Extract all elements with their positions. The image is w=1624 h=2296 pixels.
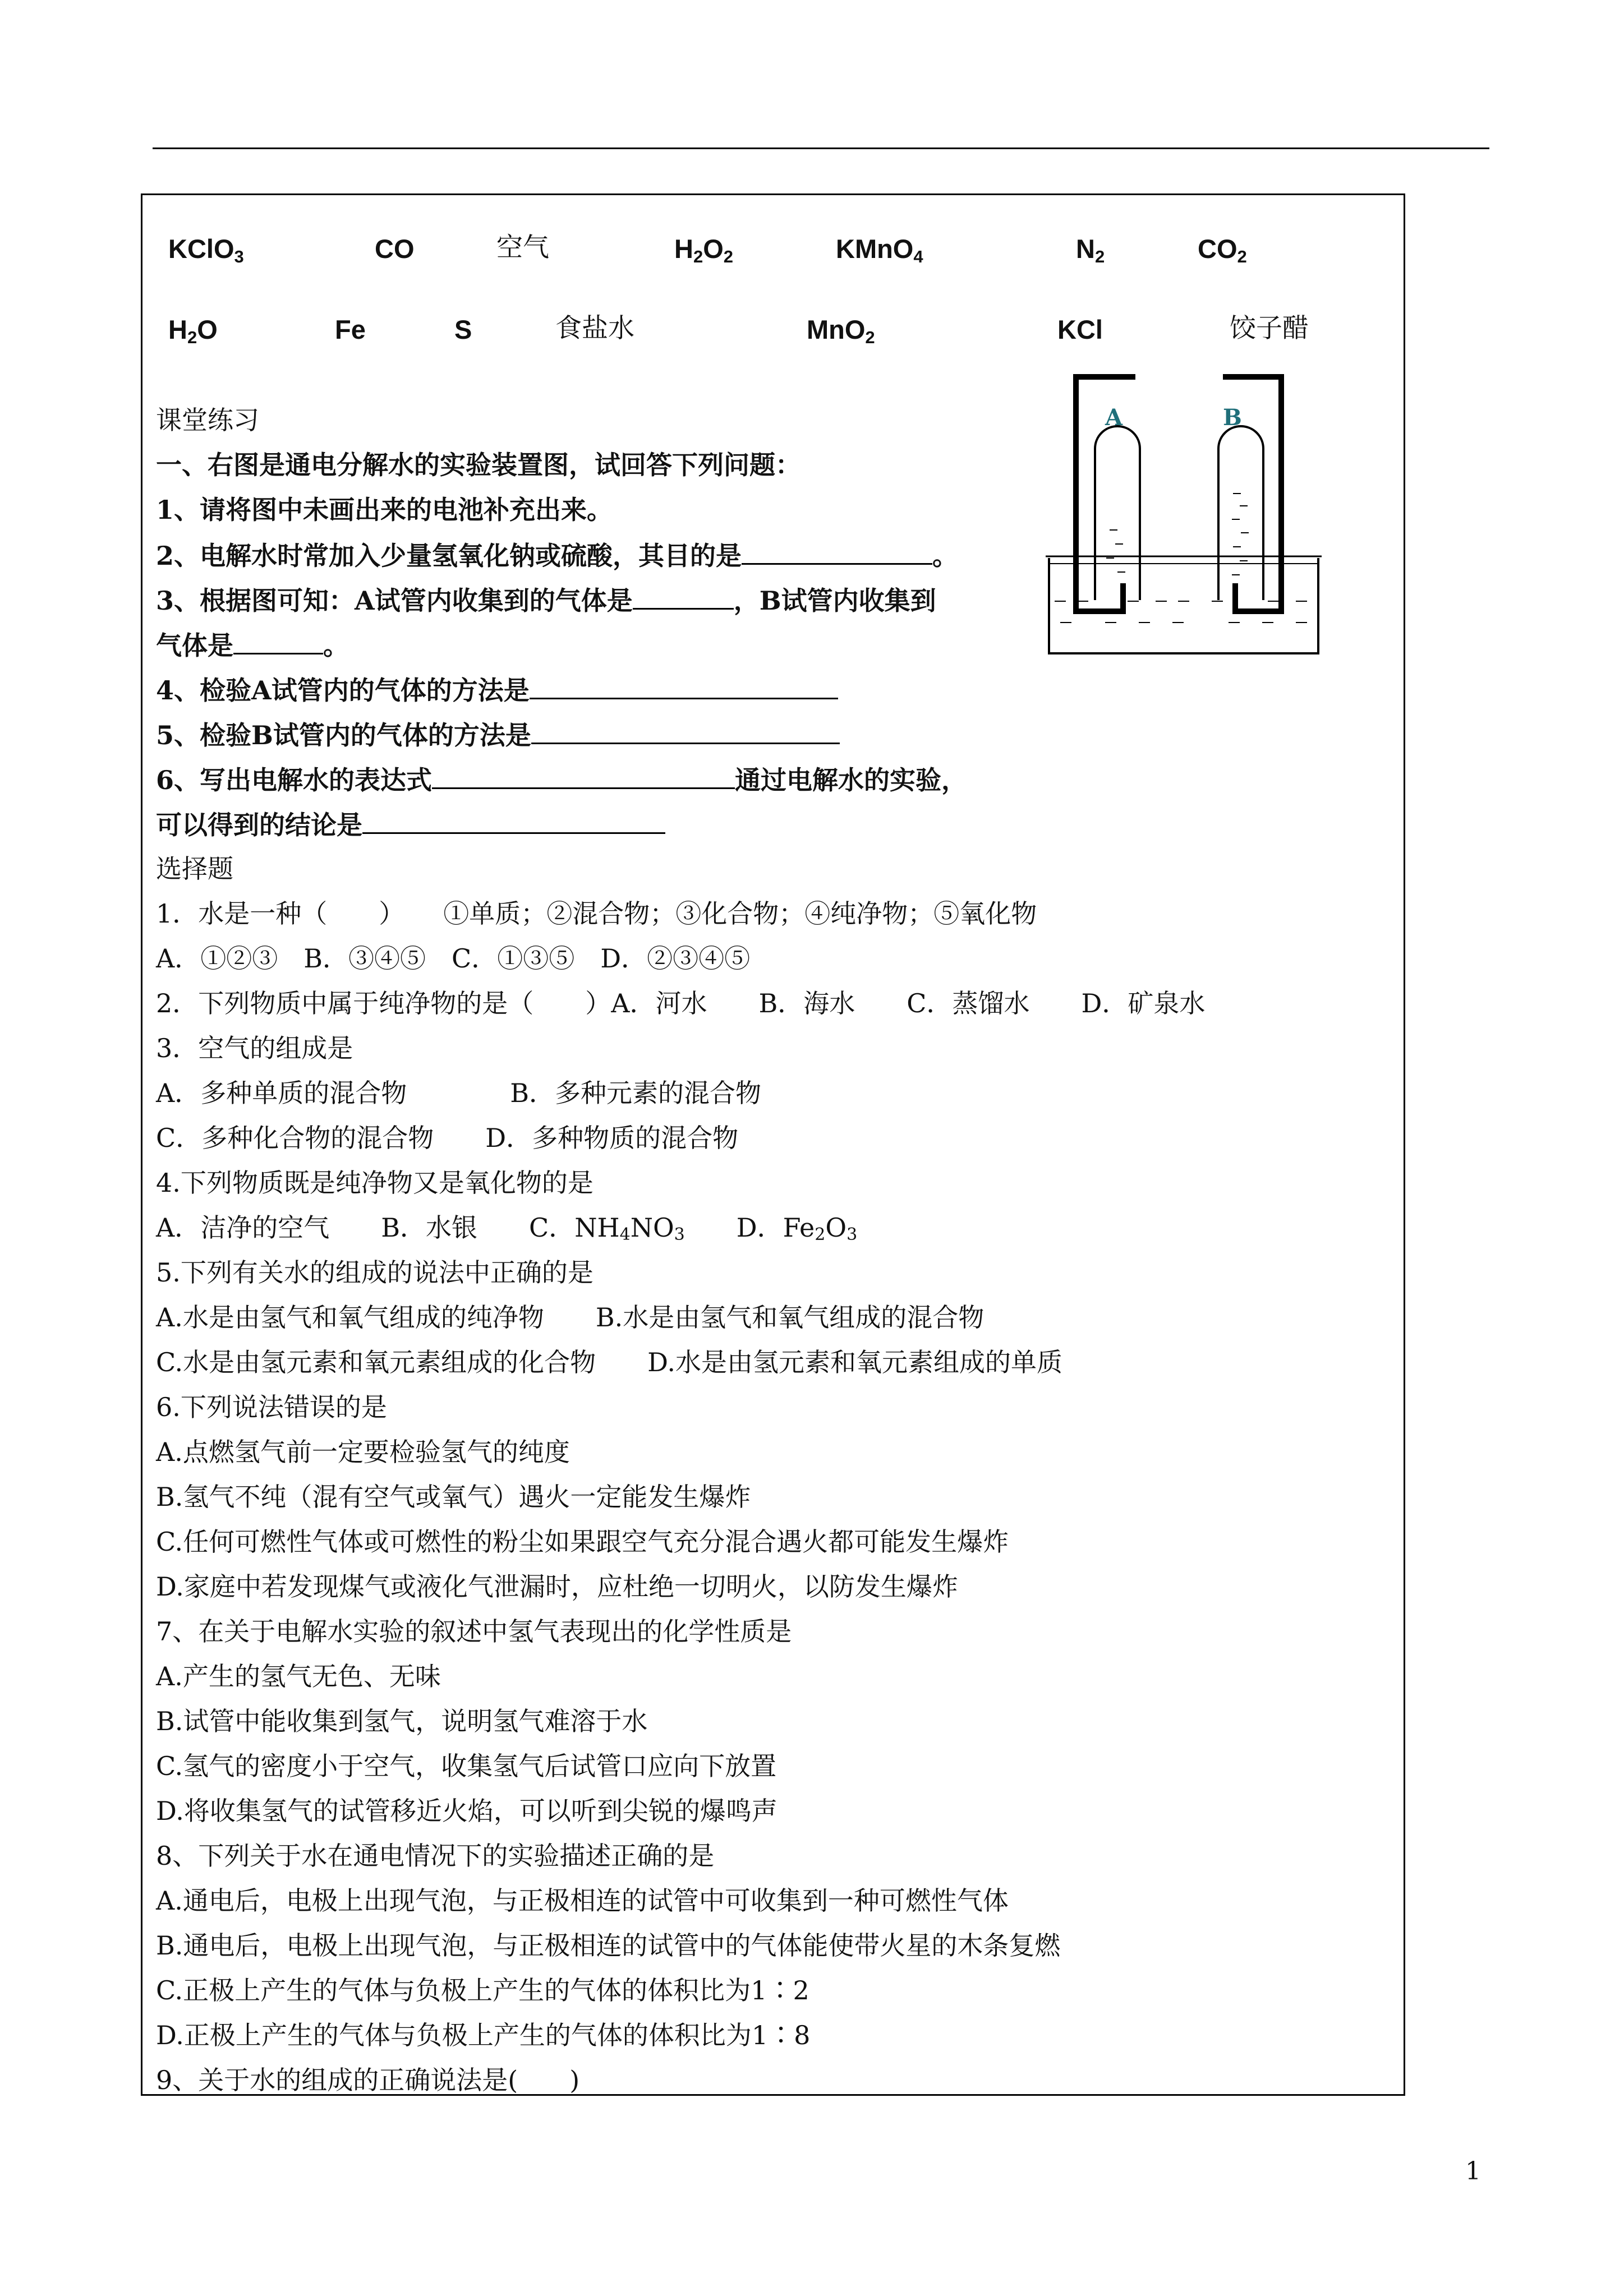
header-rule <box>153 147 1489 149</box>
label-a: A <box>1105 404 1123 431</box>
formula-kmno4: KMnO$_4$ <box>836 234 923 266</box>
formula-h2o: $H_2O$ <box>168 315 218 347</box>
question-1: 1、请将图中未画出来的电池补充出来。 <box>156 495 613 525</box>
choice-7-option-a: A.产生的氢气无色、无味 <box>156 1661 441 1691</box>
choice-7-option-c: C.氢气的密度小于空气，收集氢气后试管口应向下放置 <box>156 1751 777 1781</box>
choice-7-option-b: B.试管中能收集到氢气，说明氢气难溶于水 <box>156 1706 648 1736</box>
question-3-cont: 气体是 。 <box>156 630 349 661</box>
choice-5: 5.下列有关水的组成的说法中正确的是 <box>156 1257 594 1288</box>
formula-mno2: MnO$_2$ <box>807 315 875 347</box>
water-trough <box>1049 558 1318 653</box>
answer-blank[interactable] <box>530 676 838 699</box>
choice-5-options-cd: C.水是由氢元素和氧元素组成的化合物 D.水是由氢元素和氧元素组成的单质 <box>156 1347 1063 1377</box>
formula-kclo3: KClO$_3$ <box>168 234 244 266</box>
question-6-cont: 可以得到的结论是 <box>156 811 665 838</box>
section-choice: 选择题 <box>156 854 233 884</box>
section-classwork: 课堂练习 <box>156 405 259 435</box>
choice-3-options-ab: A．多种单质的混合物 B．多种元素的混合物 <box>156 1078 762 1108</box>
choice-6-option-a: A.点燃氢气前一定要检验氢气的纯度 <box>156 1437 570 1467</box>
choice-7: 7、在关于电解水实验的叙述中氢气表现出的化学性质是 <box>156 1616 792 1647</box>
answer-blank[interactable] <box>432 766 735 789</box>
answer-blank[interactable] <box>531 721 840 744</box>
choice-3: 3．空气的组成是 <box>156 1033 353 1063</box>
electrolysis-diagram <box>1043 359 1329 673</box>
question-6: 6、写出电解水的表达式 通过电解水的实验， <box>156 765 968 795</box>
question-3: 3、根据图可知：A试管内收集到的气体是 ，B试管内收集到 <box>156 585 936 616</box>
answer-blank[interactable] <box>233 631 323 654</box>
answer-blank[interactable] <box>362 811 665 834</box>
choice-6-option-c: C.任何可燃性气体或可燃性的粉尘如果跟空气充分混合遇火都可能发生爆炸 <box>156 1527 1009 1557</box>
formula-co2: $CO_2$ <box>1198 234 1247 266</box>
choice-8-option-a: A.通电后，电极上出现气泡，与正极相连的试管中可收集到一种可燃性气体 <box>156 1885 1009 1916</box>
answer-blank[interactable] <box>742 542 932 565</box>
formula-kcl: KCl <box>1057 315 1103 344</box>
choice-6-option-b: B.氢气不纯（混有空气或氧气）遇火一定能发生爆炸 <box>156 1482 751 1512</box>
tube-water <box>1106 494 1249 575</box>
choice-5-options-ab: A.水是由氢气和氧气组成的纯净物 B.水是由氢气和氧气组成的混合物 <box>156 1302 984 1333</box>
question-5: 5、检验B试管内的气体的方法是 <box>156 721 840 748</box>
electrode-a <box>1076 578 1123 611</box>
choice-4-options: A．洁净的空气 B．水银 C．$NH_4NO_3$ D．$Fe_2O_3$ <box>156 1212 858 1244</box>
formula-brine: 食盐水 <box>555 313 634 344</box>
choice-6: 6.下列说法错误的是 <box>156 1392 387 1422</box>
choice-4: 4.下列物质既是纯净物又是氧化物的是 <box>156 1168 594 1198</box>
choice-3-options-cd: C．多种化合物的混合物 D．多种物质的混合物 <box>156 1123 739 1153</box>
choice-8-option-b: B.通电后，电极上出现气泡，与正极相连的试管中的气体能使带火星的木条复燃 <box>156 1930 1061 1961</box>
choice-2: 2．下列物质中属于纯净物的是（ ）A．河水 B．海水 C．蒸馏水 D．矿泉水 <box>156 988 1206 1018</box>
formula-fe: Fe <box>335 315 366 344</box>
choice-7-option-d: D.将收集氢气的试管移近火焰，可以听到尖锐的爆鸣声 <box>156 1796 778 1826</box>
choice-8: 8、下列关于水在通电情况下的实验描述正确的是 <box>156 1841 715 1871</box>
choice-1: 1．水是一种（ ） ①单质；②混合物；③化合物；④纯净物；⑤氧化物 <box>156 898 1037 929</box>
formula-h2o2: $H_2O_2$ <box>674 234 734 266</box>
choice-9: 9、关于水的组成的正确说法是( ) <box>156 2065 580 2095</box>
test-tube-a <box>1095 426 1140 600</box>
formula-air: 空气 <box>496 232 549 263</box>
label-b: B <box>1223 404 1242 431</box>
test-tube-b <box>1218 426 1263 600</box>
choice-6-option-d: D.家庭中若发现煤气或液化气泄漏时，应杜绝一切明火，以防发生爆炸 <box>156 1571 958 1602</box>
formula-vinegar: 饺子醋 <box>1230 313 1309 344</box>
formula-n2: $N_2$ <box>1076 234 1105 266</box>
choice-1-options: A．①②③ B．③④⑤ C．①③⑤ D．②③④⑤ <box>156 943 751 974</box>
choice-8-option-c: C.正极上产生的气体与负极上产生的气体的体积比为1∶2 <box>156 1975 809 2005</box>
page-number: 1 <box>1465 2157 1481 2186</box>
formula-co: CO <box>375 234 415 264</box>
question-4: 4、检验A试管内的气体的方法是 <box>156 676 838 703</box>
formula-s: S <box>454 315 472 344</box>
question-intro: 一、右图是通电分解水的实验装置图，试回答下列问题： <box>156 450 801 480</box>
answer-blank[interactable] <box>633 587 734 610</box>
question-2: 2、电解水时常加入少量氢氧化钠或硫酸，其目的是 。 <box>156 541 959 571</box>
choice-8-option-d: D.正极上产生的气体与负极上产生的气体的体积比为1∶8 <box>156 2020 811 2050</box>
electrode-b <box>1235 578 1281 611</box>
